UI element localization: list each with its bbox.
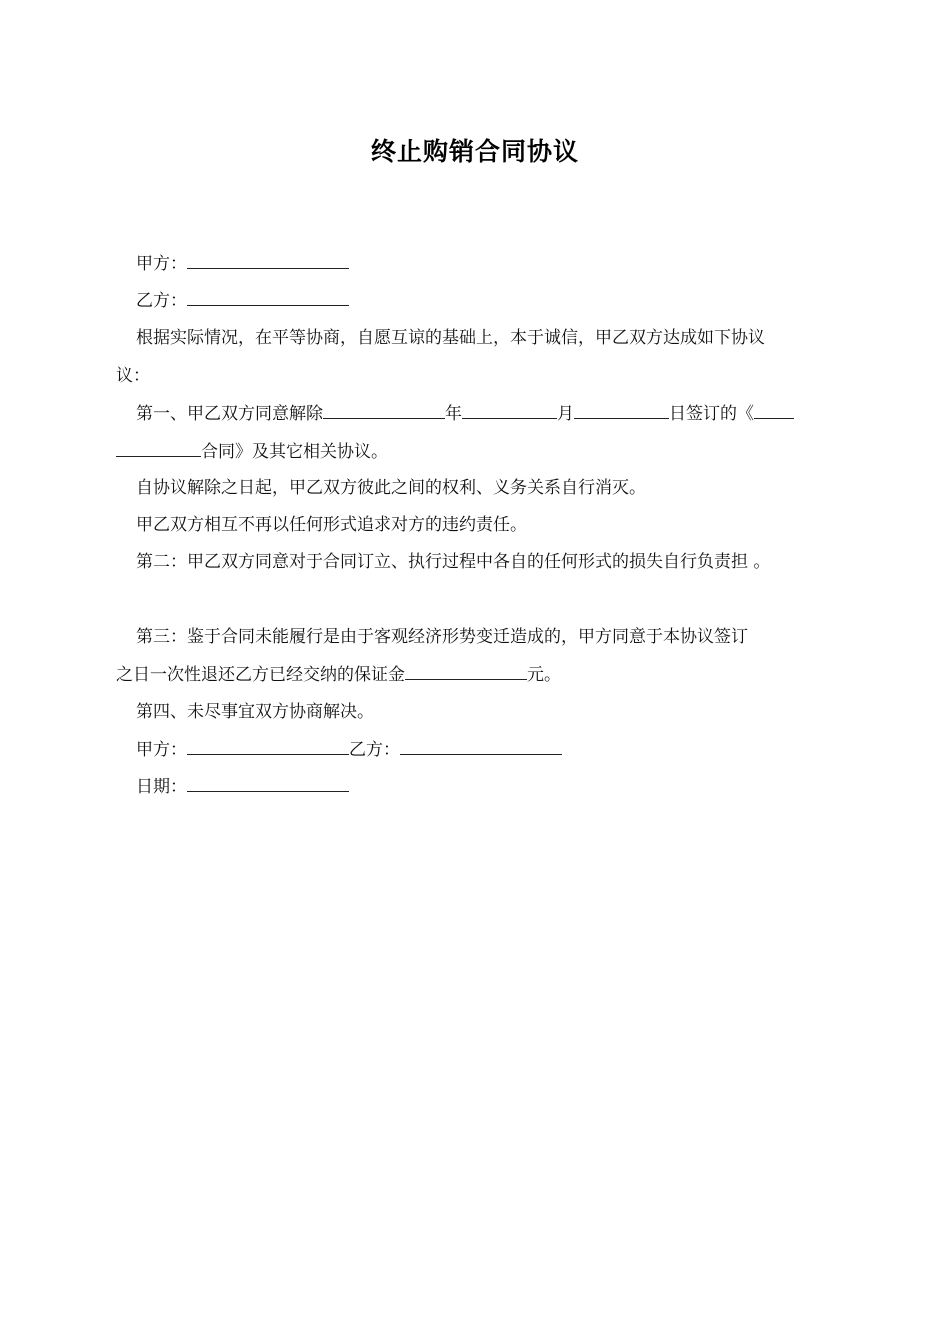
preamble-line-2: 议： [116, 366, 150, 386]
clause-3-unit: 元。 [527, 665, 561, 685]
clause-4: 第四、未尽事宜双方协商解决。 [136, 702, 374, 722]
deposit-amount-blank[interactable] [405, 662, 527, 680]
sign-party-b-blank[interactable] [400, 737, 562, 755]
party-b-blank[interactable] [187, 288, 349, 306]
clause-1-year: 年 [445, 404, 462, 424]
document-title: 终止购销合同协议 [370, 137, 579, 166]
clause-1-sub-2: 甲乙双方相互不再以任何形式追求对方的违约责任。 [136, 515, 527, 535]
party-a-line [136, 251, 349, 276]
clause-3-text: 之日一次性退还乙方已经交纳的保证金 [116, 665, 405, 685]
clause-1-contract-blank-b[interactable] [116, 439, 201, 457]
sign-party-a-label: 甲方： [136, 740, 187, 760]
sign-party-a-blank[interactable] [187, 737, 349, 755]
clause-1-contract-blank-a[interactable] [754, 401, 794, 419]
party-a-label: 甲方： [136, 254, 187, 274]
clause-3-line-2 [116, 662, 561, 687]
party-b-line [136, 288, 349, 313]
clause-3-line-1: 第三：鉴于合同未能履行是由于客观经济形势变迁造成的，甲方同意于本协议签订 [136, 627, 748, 647]
clause-1-year-blank[interactable] [462, 401, 557, 419]
clause-1-contract: 合同》及其它相关协议。 [201, 442, 388, 462]
signature-line [136, 737, 562, 762]
preamble-line-1: 根据实际情况，在平等协商，自愿互谅的基础上，本于诚信，甲乙双方达成如下协议 [136, 328, 765, 348]
clause-1-prefix: 第一、甲乙双方同意解除 [136, 404, 323, 424]
clause-1-day: 日签订的《 [669, 404, 754, 424]
date-label: 日期： [136, 777, 187, 797]
clause-1-sub-1: 自协议解除之日起，甲乙双方彼此之间的权利、义务关系自行消灭。 [136, 478, 646, 498]
clause-1-month-blank[interactable] [574, 401, 669, 419]
clause-1-line-1 [136, 401, 794, 426]
clause-2: 第二：甲乙双方同意对于合同订立、执行过程中各自的任何形式的损失自行负责担 。 [136, 552, 771, 572]
clause-1-date-blank[interactable] [323, 401, 445, 419]
party-a-blank[interactable] [187, 251, 349, 269]
sign-party-b-label: 乙方： [349, 740, 400, 760]
date-line [136, 774, 349, 799]
clause-1-month: 月 [557, 404, 574, 424]
clause-1-line-2 [116, 439, 388, 464]
party-b-label: 乙方： [136, 291, 187, 311]
date-blank[interactable] [187, 774, 349, 792]
